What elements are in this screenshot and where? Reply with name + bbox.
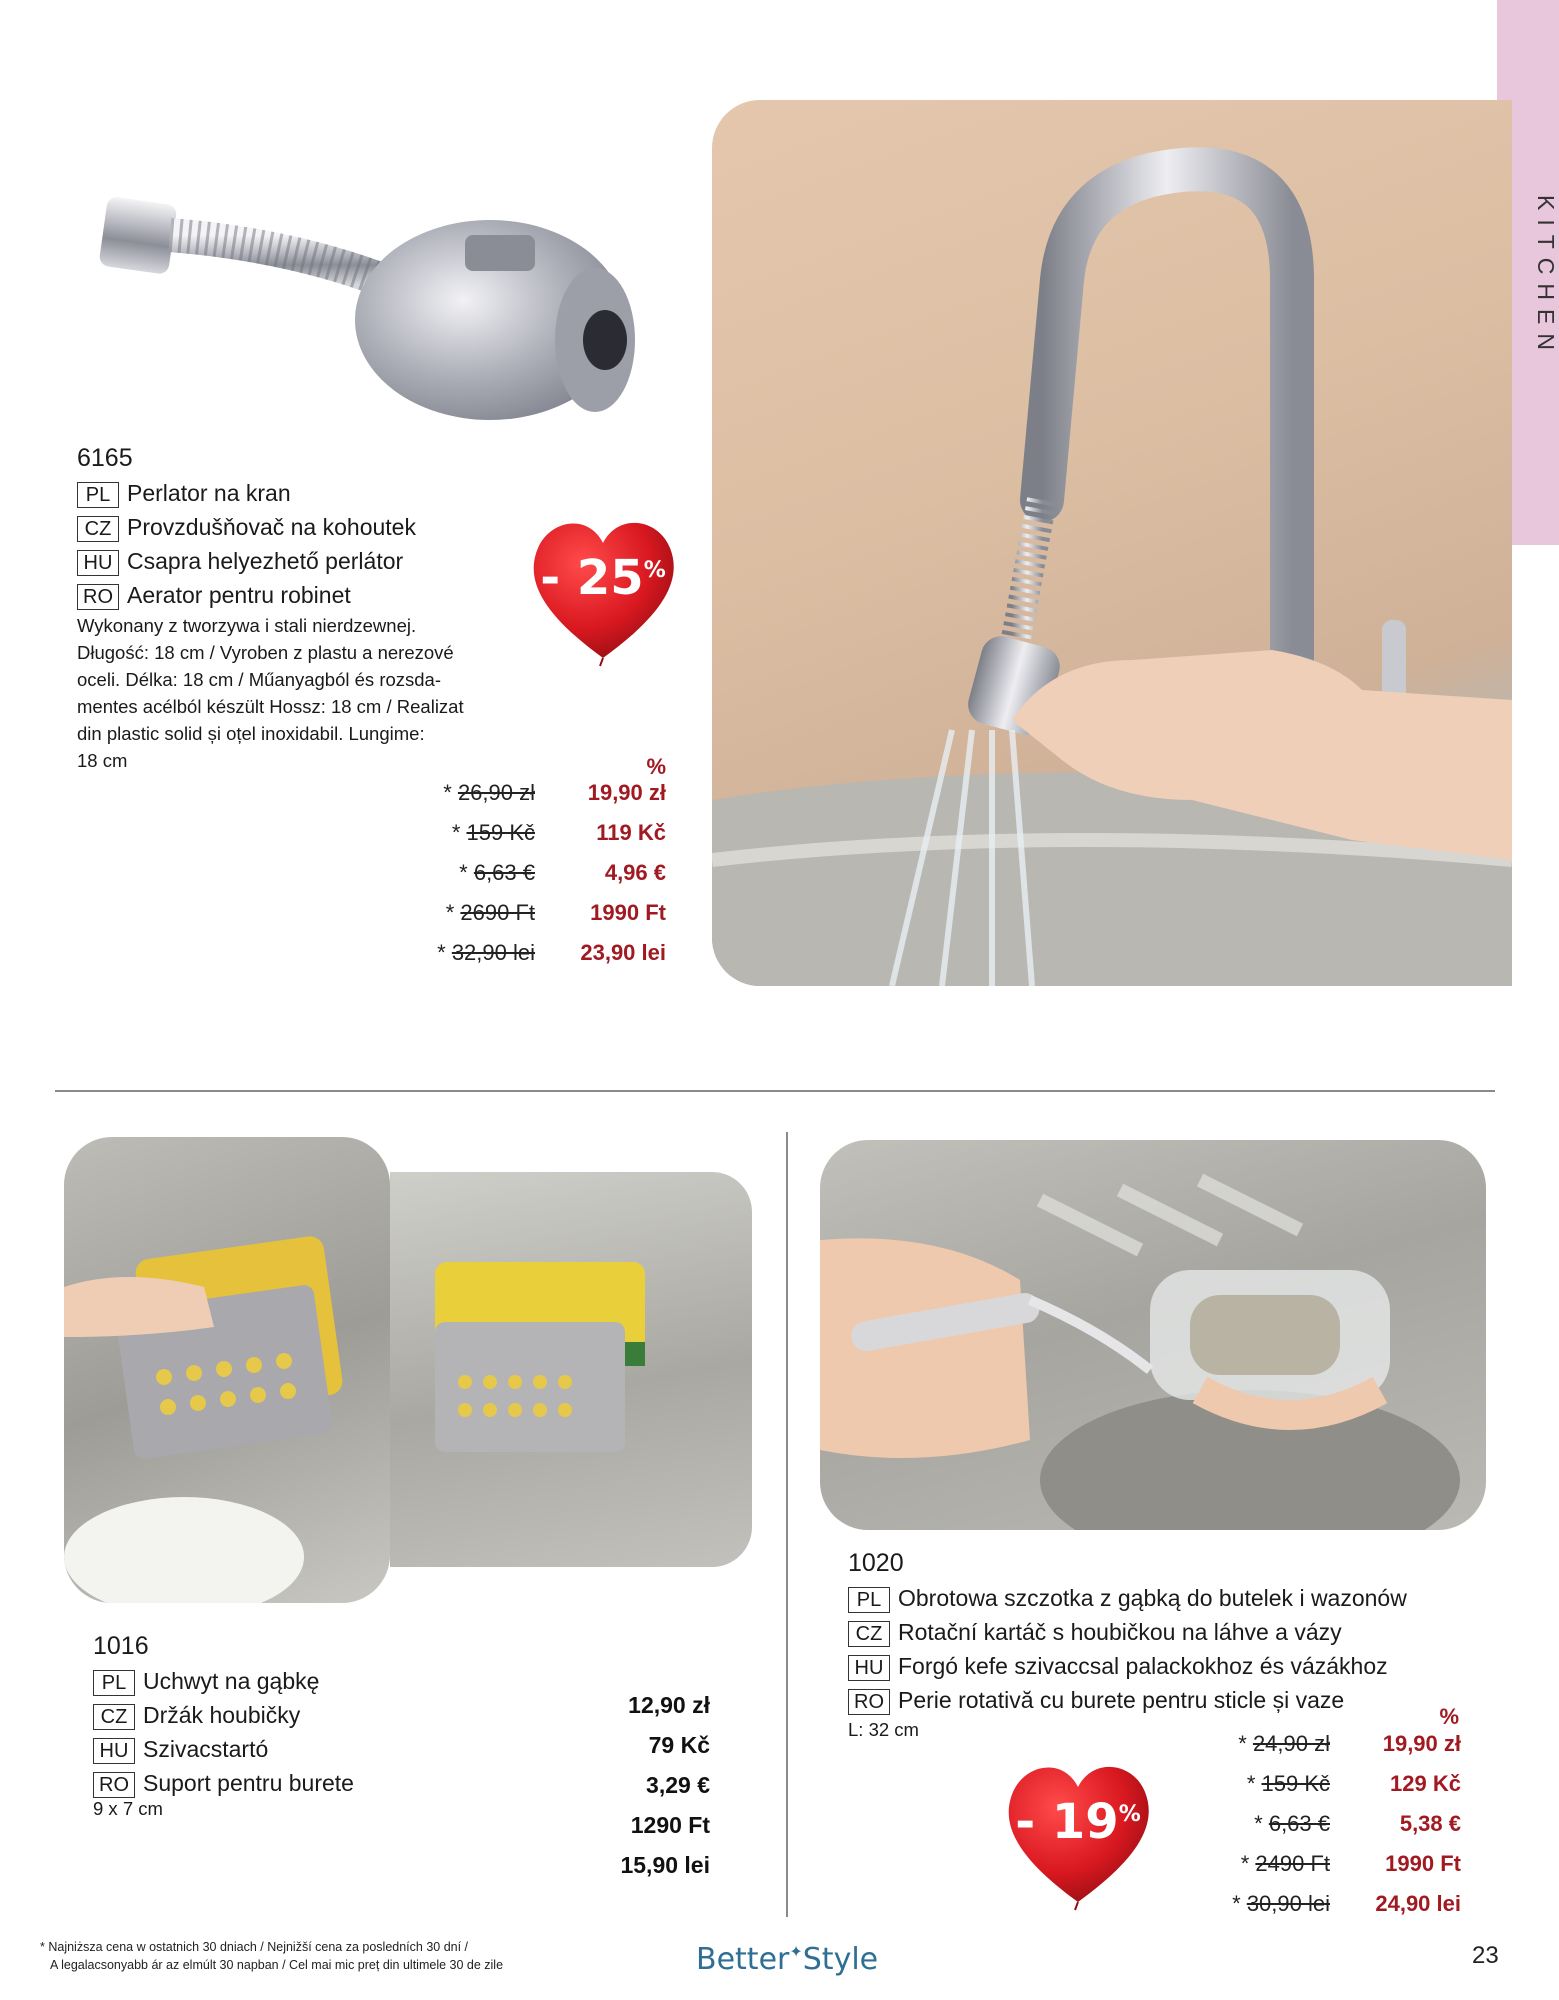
sparkle-icon: ✦ (789, 1942, 803, 1961)
name-row-ro (848, 1683, 1407, 1717)
new-price: 1990 Ft (1385, 1851, 1461, 1876)
column-divider (786, 1132, 788, 1917)
product-name: Suport pentru burete (143, 1770, 354, 1796)
product-name: Perie rotativă cu burete pentru sticle și vaze (898, 1687, 1345, 1713)
price: 3,29 € (646, 1772, 710, 1798)
price: 79 Kč (648, 1732, 710, 1758)
old-price: * 2490 Ft (1240, 1851, 1330, 1876)
discount-value: - 25 (540, 550, 644, 606)
discount-symbol: % (643, 558, 666, 583)
price-table-1016 (560, 1692, 710, 1892)
price-row (420, 820, 670, 860)
lang-tag: RO (93, 1772, 135, 1798)
percent-header: % (646, 754, 666, 779)
lang-tag: HU (77, 550, 119, 576)
name-row-pl (93, 1664, 354, 1698)
old-price: * 26,90 zł (443, 780, 535, 805)
product-name: Szivacstartó (143, 1736, 269, 1762)
old-price: * 2690 Ft (445, 900, 535, 925)
lang-tag: PL (77, 482, 119, 508)
lang-tag: HU (93, 1738, 135, 1764)
name-row-ro (77, 578, 416, 612)
discount-label (528, 550, 678, 606)
product-name: Forgó kefe szivaccsal palackokhoz és vázákhoz (898, 1653, 1388, 1679)
new-price: 19,90 zł (587, 780, 666, 805)
discount-symbol: % (1118, 1802, 1141, 1827)
brand-logo (696, 1942, 878, 1977)
bottle-brush-photo (820, 1140, 1486, 1530)
lang-tag: CZ (77, 516, 119, 542)
old-price: * 159 Kč (451, 820, 535, 845)
lang-tag: RO (77, 584, 119, 610)
section-divider (55, 1090, 1495, 1092)
lang-tag: CZ (848, 1621, 890, 1647)
product-size: L: 32 cm (848, 1719, 919, 1740)
old-price: * 24,90 zł (1238, 1731, 1330, 1756)
sponge-holder-photo-1 (64, 1137, 390, 1603)
discount-heart-badge (1003, 1752, 1163, 1912)
new-price: 119 Kč (596, 820, 666, 845)
price-row (420, 900, 670, 940)
price: 1290 Ft (630, 1812, 710, 1838)
lang-tag: PL (848, 1587, 890, 1613)
percent-header: % (1439, 1704, 1459, 1729)
sponge-scene-2 (390, 1172, 752, 1567)
sponge-scene-1 (64, 1137, 390, 1603)
product-name: Uchwyt na gąbkę (143, 1668, 320, 1694)
price-row (420, 940, 670, 980)
description-line: Długość: 18 cm / Vyroben z plastu a nerezové (77, 642, 454, 663)
product-size: 9 x 7 cm (93, 1798, 163, 1819)
footnote-line: * Najniższa cena w ostatnich 30 dniach / Nejnižší cena za posledních 30 dní / (40, 1940, 469, 1954)
footnote-line: A legalacsonyabb ár az elmúlt 30 napban / Cel mai mic preț din ultimele 30 de zile (50, 1958, 504, 1972)
name-row-hu (77, 544, 416, 578)
name-row-pl (77, 476, 416, 510)
old-price: * 6,63 € (459, 860, 535, 885)
name-row-cz (848, 1615, 1407, 1649)
brand-part1: Better (696, 1942, 790, 1977)
product-name: Perlator na kran (127, 480, 291, 506)
price-row (1210, 1891, 1465, 1931)
product-code: 6165 (77, 444, 133, 472)
description-line: Wykonany z tworzywa i stali nierdzewnej. (77, 615, 417, 636)
description-line: din plastic solid și oțel inoxidabil. Lungime: (77, 723, 425, 744)
lang-tag: PL (93, 1670, 135, 1696)
product-names-1020 (848, 1581, 1407, 1717)
price-row (420, 780, 670, 820)
new-price: 1990 Ft (590, 900, 666, 925)
lang-tag: HU (848, 1655, 890, 1681)
old-price: * 159 Kč (1246, 1771, 1330, 1796)
discount-label (1003, 1794, 1153, 1850)
aerator-illustration (95, 190, 655, 450)
product-code: 1020 (848, 1549, 904, 1577)
product-name: Csapra helyezhető perlátor (127, 548, 404, 574)
name-row-hu (93, 1732, 354, 1766)
page-number: 23 (1472, 1942, 1499, 1969)
section-tab-label: KITCHEN (1533, 195, 1559, 359)
description-line: oceli. Délka: 18 cm / Műanyagból és rozsda- (77, 669, 442, 690)
price: 15,90 lei (620, 1852, 710, 1878)
description-line: 18 cm (77, 750, 128, 771)
price-row (560, 1732, 710, 1772)
product-name: Rotační kartáč s houbičkou na láhve a vázy (898, 1619, 1342, 1645)
product-image-aerator (95, 190, 655, 450)
product-name: Provzdušňovač na kohoutek (127, 514, 416, 540)
product-names-6165 (77, 476, 416, 612)
price-row (560, 1852, 710, 1892)
price-row (560, 1812, 710, 1852)
product-name: Aerator pentru robinet (127, 582, 351, 608)
name-row-cz (77, 510, 416, 544)
old-price: * 30,90 lei (1232, 1891, 1330, 1916)
discount-value: - 19 (1015, 1794, 1119, 1850)
name-row-pl (848, 1581, 1407, 1615)
faucet-photo (712, 100, 1512, 986)
product-code: 1016 (93, 1632, 149, 1660)
lang-tag: CZ (93, 1704, 135, 1730)
new-price: 129 Kč (1390, 1771, 1461, 1796)
sponge-holder-photo-2 (390, 1172, 752, 1567)
name-row-hu (848, 1649, 1407, 1683)
new-price: 19,90 zł (1382, 1731, 1461, 1756)
discount-heart-badge (528, 508, 688, 668)
price: 12,90 zł (628, 1692, 710, 1718)
price-row (420, 860, 670, 900)
lang-tag: RO (848, 1689, 890, 1715)
faucet-scene (712, 100, 1512, 986)
price-row (1210, 1851, 1465, 1891)
old-price: * 32,90 lei (437, 940, 535, 965)
price-row (560, 1692, 710, 1732)
new-price: 24,90 lei (1375, 1891, 1461, 1916)
price-table-6165 (420, 780, 670, 980)
footnote (40, 1938, 660, 1974)
new-price: 5,38 € (1399, 1811, 1461, 1836)
brand-part2: Style (802, 1942, 879, 1977)
price-row (1210, 1811, 1465, 1851)
description-line: mentes acélból készült Hossz: 18 cm / Realizat (77, 696, 464, 717)
product-name: Držák houbičky (143, 1702, 301, 1728)
new-price: 23,90 lei (580, 940, 666, 965)
product-description (77, 612, 517, 774)
new-price: 4,96 € (604, 860, 666, 885)
name-row-cz (93, 1698, 354, 1732)
price-row (560, 1772, 710, 1812)
product-name: Obrotowa szczotka z gąbką do butelek i wazonów (898, 1585, 1407, 1611)
product-names-1016 (93, 1664, 354, 1800)
price-row (1210, 1771, 1465, 1811)
price-table-1020 (1210, 1731, 1465, 1931)
price-row (1210, 1731, 1465, 1771)
bottle-brush-scene (820, 1140, 1486, 1530)
old-price: * 6,63 € (1254, 1811, 1330, 1836)
